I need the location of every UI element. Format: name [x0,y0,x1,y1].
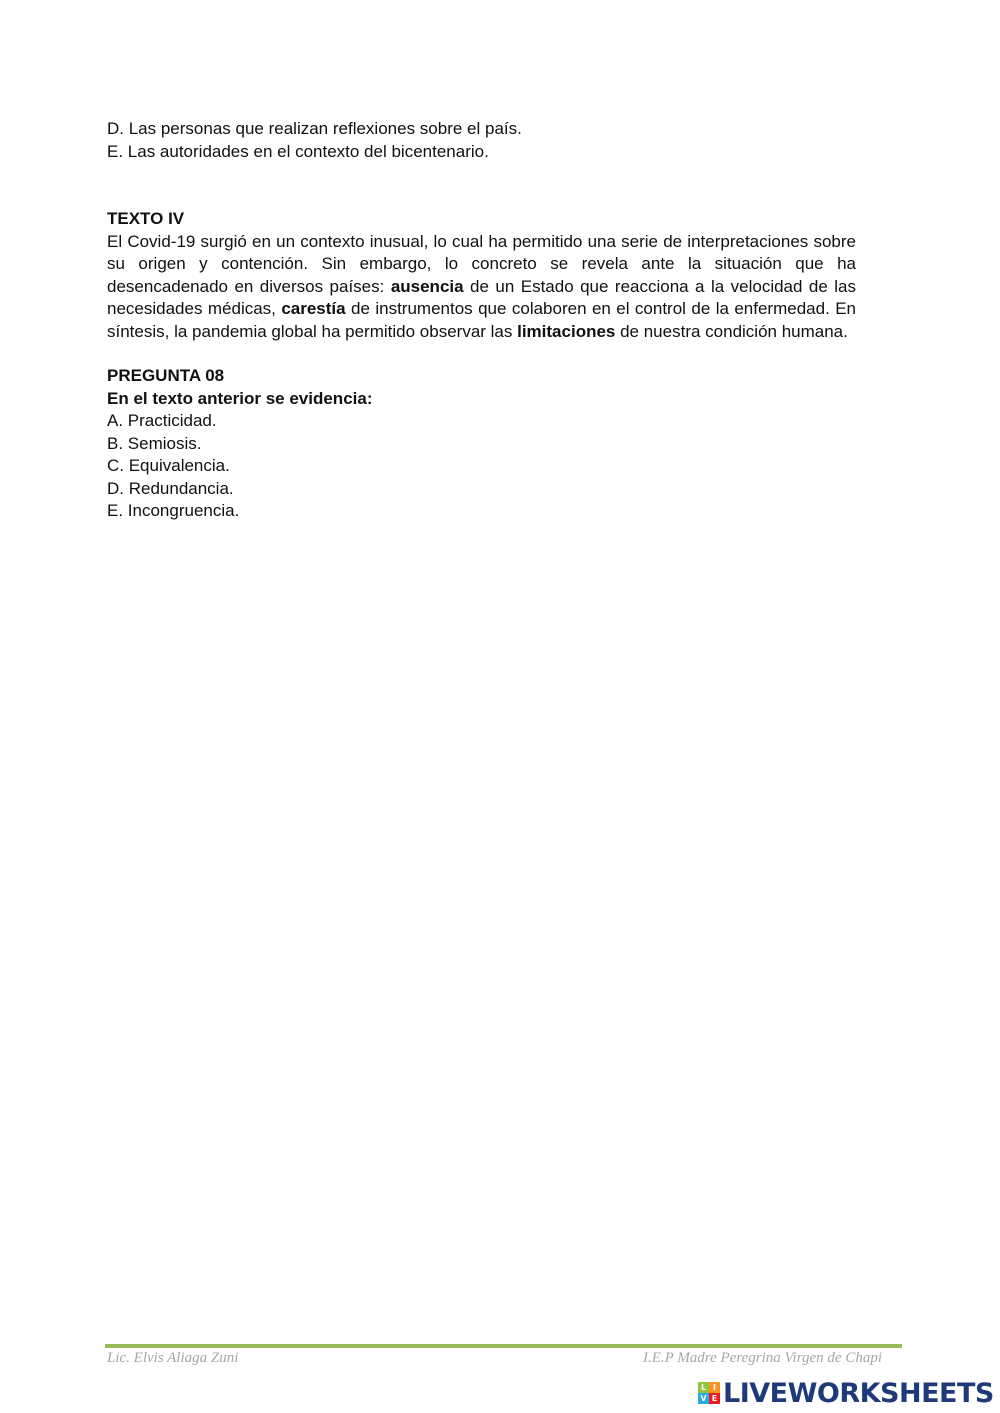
paragraph-part-1: El Covid-19 surgió en un contexto inusual, lo cual ha permitido una serie de interpretaciones sobre su origen y contención. Sin embargo, lo concreto se revela ante la situación que ha desencadenado en diversos países: [107,231,856,296]
text-paragraph [107,231,856,344]
paragraph-part-2: de un Estado que reacciona a la velocidad de las necesidades médicas, [107,276,856,318]
question-title: PREGUNTA 08 [107,366,225,385]
logo-letter-l: L [698,1382,709,1393]
footer-rule [105,1344,902,1348]
logo-letter-i: I [709,1382,720,1393]
option-e: E. Incongruencia. [107,501,240,520]
logo-letter-v: V [698,1393,709,1404]
brand-wordmark: LIVEWORKSHEETS [723,1377,994,1409]
option-b: B. Semiosis. [107,433,202,453]
liveworksheets-logo-icon [698,1382,720,1404]
previous-option-e: E. Las autoridades en el contexto del bicentenario. [107,141,489,161]
text-title: TEXTO IV [107,209,185,228]
paragraph-part-4: de nuestra condición humana. [615,321,848,341]
keyword-limitaciones: limitaciones [517,321,616,341]
keyword-ausencia: ausencia [390,276,464,296]
footer-author: Lic. Elvis Aliaga Zuni [107,1350,239,1366]
option-a: A. Practicidad. [107,411,217,430]
question-prompt: En el texto anterior se evidencia: [107,388,373,408]
liveworksheets-brand[interactable] [698,1378,994,1408]
paragraph-part-3: de instrumentos que colaboren en el control de la enfermedad. En síntesis, la pandemia global ha permitido observar las [107,299,856,341]
spacer [107,163,856,208]
option-d: D. Redundancia. [107,478,234,498]
keyword-carestia: carestía [281,299,346,318]
option-c: C. Equivalencia. [107,456,230,475]
spacer [107,343,856,365]
logo-letter-e: E [709,1393,720,1404]
worksheet-content [107,118,856,523]
previous-option-d: D. Las personas que realizan reflexiones sobre el país. [107,119,522,138]
footer-school: I.E.P Madre Peregrina Virgen de Chapi [643,1350,882,1366]
